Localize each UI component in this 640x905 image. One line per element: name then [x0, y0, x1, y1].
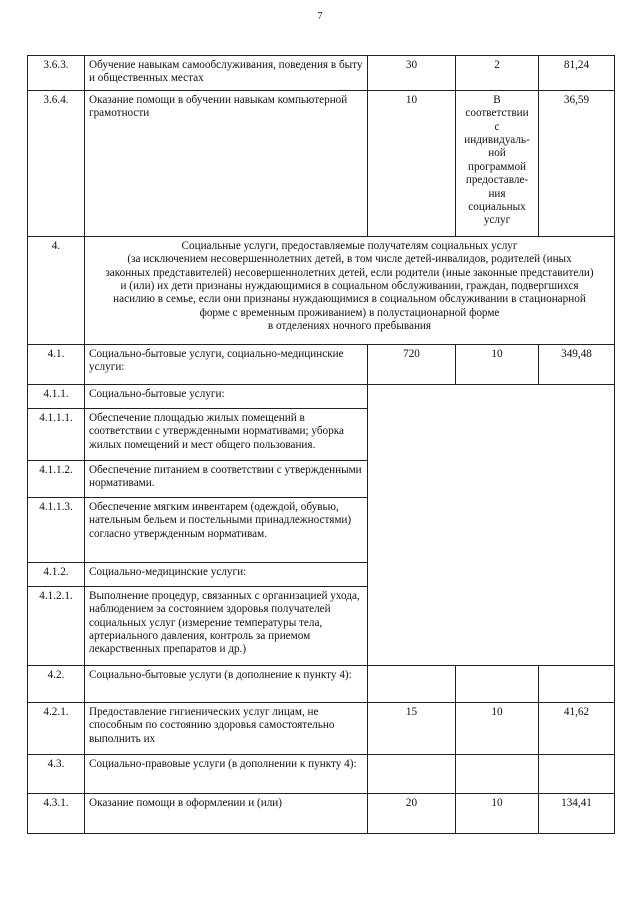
- table-row: [28, 56, 615, 91]
- value-cell: 10: [456, 702, 539, 754]
- row-number: 3.6.4.: [28, 90, 85, 236]
- table-row: [28, 754, 615, 793]
- service-name: Социально-бытовые услуги (в дополнение к пункту 4):: [85, 665, 368, 702]
- empty-cell: [539, 665, 615, 702]
- row-number: 4.1.1.3.: [28, 497, 85, 562]
- row-number: 4.1.1.2.: [28, 460, 85, 497]
- row-number: 4.1.1.: [28, 384, 85, 408]
- table-row: [28, 384, 615, 408]
- value-cell: 15: [368, 702, 456, 754]
- services-table: [27, 55, 615, 834]
- text-line: насилию в семье, если они признаны нуждающимися в социальном обслуживании в стационарной: [113, 293, 586, 306]
- service-name: Оказание помощи в обучении навыкам компьютерной грамотности: [85, 90, 368, 236]
- row-number: 4.1.: [28, 344, 85, 384]
- table-row: [28, 702, 615, 754]
- text-line: соответствии: [465, 107, 529, 120]
- empty-cell: [368, 665, 456, 702]
- table-row: [28, 90, 615, 236]
- section-heading: [85, 236, 615, 344]
- empty-cell: [539, 754, 615, 793]
- value-cell-multiline: [456, 90, 539, 236]
- table-row: [28, 793, 615, 833]
- service-name: Предоставление гигиенических услуг лицам, не способным по состоянию здоровья самостоятельно выполнить их: [85, 702, 368, 754]
- service-name: Обеспечение мягким инвентарем (одеждой, обувью, нательным бельем и постельными принадлежностями) согласно утвержденным нормативам.: [85, 497, 368, 562]
- tariff-cell: 134,41: [539, 793, 615, 833]
- text-line: предоставле-: [465, 174, 529, 187]
- text-line: ния: [488, 187, 506, 200]
- value-cell: 20: [368, 793, 456, 833]
- text-line: с: [494, 120, 500, 133]
- service-name: Обеспечение питанием в соответствии с утвержденными нормативами.: [85, 460, 368, 497]
- tariff-cell: 41,62: [539, 702, 615, 754]
- page-number: 7: [317, 11, 323, 22]
- row-number: 4.1.2.: [28, 562, 85, 586]
- service-name: Социально-медицинские услуги:: [85, 562, 368, 586]
- row-number: 3.6.3.: [28, 56, 85, 91]
- text-line: услуг: [483, 214, 511, 227]
- text-line: индивидуаль-: [464, 134, 530, 147]
- value-cell: 10: [368, 90, 456, 236]
- value-cell: 10: [456, 344, 539, 384]
- text-line: и (или) их дети признаны нуждающимися в социальном обслуживании, граждан, подвергшихся: [120, 280, 579, 293]
- section-row: [28, 236, 615, 344]
- text-line: законных представителей) несовершеннолетних детей, если родители (иные законные представители): [105, 266, 594, 279]
- empty-cell: [456, 665, 539, 702]
- tariff-cell: 349,48: [539, 344, 615, 384]
- value-cell: 30: [368, 56, 456, 91]
- value-cell: 10: [456, 793, 539, 833]
- tariff-cell: 81,24: [539, 56, 615, 91]
- text-line: социальных: [468, 201, 526, 214]
- service-name: Оказание помощи в оформлении и (или): [85, 793, 368, 833]
- row-number: 4.2.: [28, 665, 85, 702]
- empty-cell: [456, 754, 539, 793]
- value-cell: 2: [456, 56, 539, 91]
- text-line: (за исключением несовершеннолетних детей, в том числе детей-инвалидов, родителей (иных: [127, 253, 572, 266]
- service-name: Обучение навыкам самообслуживания, поведения в быту и общественных местах: [85, 56, 368, 91]
- text-line: программой: [467, 160, 527, 173]
- row-number: 4.2.1.: [28, 702, 85, 754]
- service-name: Обеспечение площадью жилых помещений в соответствии с утвержденными нормативами; уборка жилых помещений и мест общего пользования.: [85, 408, 368, 460]
- service-name: Социально-бытовые услуги:: [85, 384, 368, 408]
- text-line: В: [493, 93, 501, 106]
- value-cell: 720: [368, 344, 456, 384]
- merged-empty-cell: [368, 384, 615, 665]
- text-line: форме с временным проживанием) в полустационарной форме: [199, 306, 500, 319]
- empty-cell: [368, 754, 456, 793]
- table-row: [28, 344, 615, 384]
- text-line: ной: [488, 147, 506, 160]
- table-row: [28, 665, 615, 702]
- text-line: в отделениях ночного пребывания: [267, 320, 432, 333]
- row-number: 4.1.1.1.: [28, 408, 85, 460]
- row-number: 4.3.: [28, 754, 85, 793]
- text-line: Социальные услуги, предоставляемые получателям социальных услуг: [181, 239, 518, 252]
- tariff-cell: 36,59: [539, 90, 615, 236]
- row-number: 4.3.1.: [28, 793, 85, 833]
- row-number: 4.1.2.1.: [28, 586, 85, 665]
- service-name: Социально-правовые услуги (в дополнении к пункту 4):: [85, 754, 368, 793]
- service-name: Социально-бытовые услуги, социально-медицинские услуги:: [85, 344, 368, 384]
- service-name: Выполнение процедур, связанных с организацией ухода, наблюдением за состоянием здоровья получателей социальных услуг (измерение температуры тела, артериального давления, контроль за приемом лекарственных препаратов и др.): [85, 586, 368, 665]
- row-number: 4.: [28, 236, 85, 344]
